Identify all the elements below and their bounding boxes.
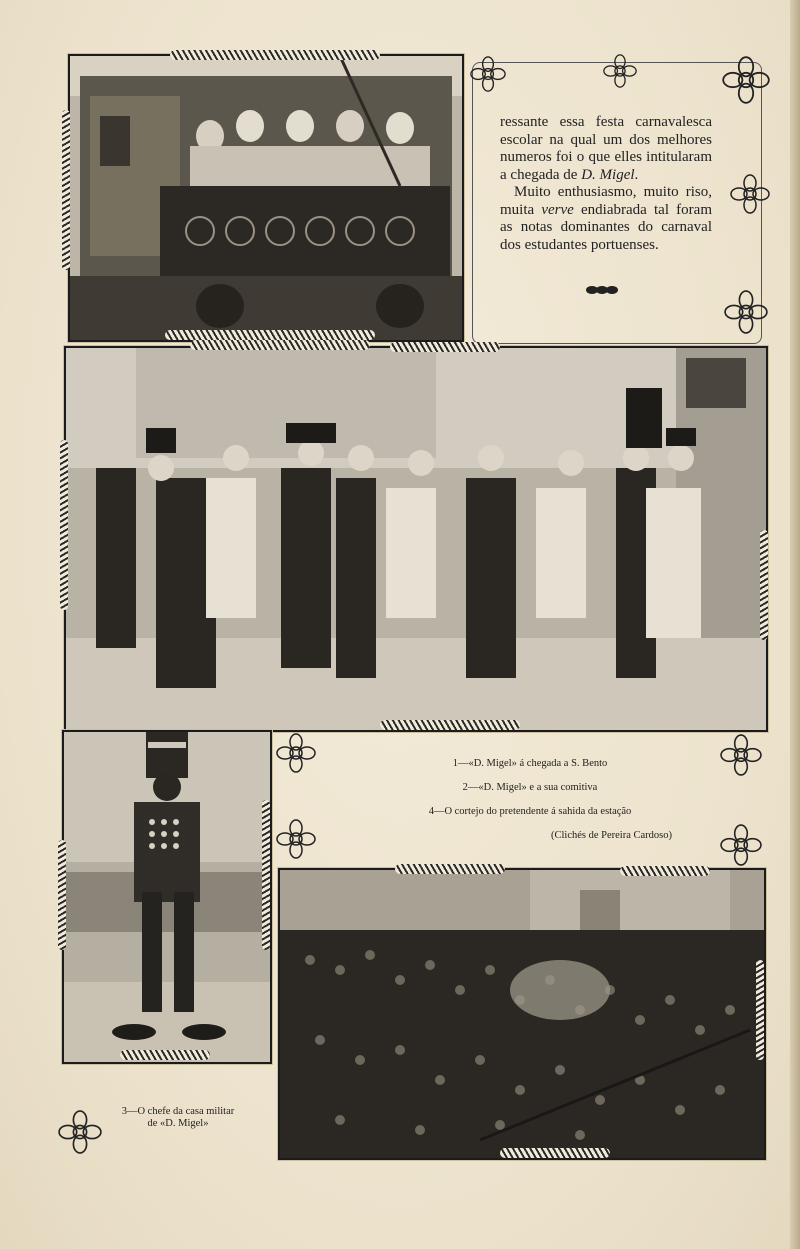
frame-ornament-top-2b: [390, 342, 500, 352]
frame-ornament-top-4b: [620, 866, 710, 876]
photo-captions: [330, 752, 730, 848]
frame-ornament-right-2: [760, 530, 768, 640]
frame-ornament-bottom-4: [500, 1148, 610, 1158]
frame-ornament-top-4: [395, 864, 505, 874]
caption-1: 1—«D. Migel» á chegada a S. Bento: [452, 758, 608, 769]
frame-ornament-top-1: [170, 50, 380, 60]
flower-icon: [724, 288, 768, 336]
frame-ornament-bottom-2: [380, 720, 520, 730]
photo-credit: (Clichés de Pereira Cardoso): [550, 830, 672, 841]
leaf-ornament-icon: [584, 282, 620, 298]
photo-crowd-procession-image: [280, 870, 764, 1158]
caption-3-line-1: 3—O chefe da casa militar: [121, 1106, 235, 1117]
flower-icon: [602, 54, 638, 88]
photo-military-chief: [62, 730, 272, 1064]
flower-icon: [722, 56, 770, 104]
frame-ornament-left-2: [60, 440, 68, 610]
article-paragraph-1: ressante essa festa carnavalesca escolar na qual um dos melhores numeros foi o que elles intitularam a chegada de D. Migel.: [500, 114, 712, 183]
frame-ornament-right-3: [262, 800, 270, 950]
frame-ornament-right-4: [756, 960, 764, 1060]
caption-4: 4—O cortejo do pretendente á sahida da estação: [428, 806, 632, 817]
photo-train-arrival: [68, 54, 464, 342]
photo-crowd-procession: [278, 868, 766, 1160]
article-paragraph-2: Muito enthusiasmo, muito riso, muita verve endiabrada tal foram as notas dominantes do carnaval dos estudantes portuenses.: [500, 184, 712, 253]
photo-train-arrival-image: [70, 56, 462, 340]
flower-icon: [58, 1108, 102, 1156]
caption-3: [98, 1106, 258, 1130]
flower-icon: [730, 170, 770, 218]
frame-ornament-bottom-3: [120, 1050, 210, 1060]
caption-3-line-2: de «D. Migel»: [147, 1118, 209, 1129]
article-text: [500, 114, 712, 254]
frame-ornament-top-2: [190, 340, 370, 350]
frame-ornament-left-3: [58, 840, 66, 950]
photo-group-entourage: [64, 346, 768, 732]
frame-ornament-left-1: [62, 110, 70, 270]
caption-2: 2—«D. Migel» e a sua comitiva: [462, 782, 598, 793]
photo-military-chief-image: [64, 732, 270, 1062]
flower-icon: [276, 730, 316, 776]
flower-icon: [276, 816, 316, 862]
photo-group-entourage-image: [66, 348, 766, 730]
flower-icon: [470, 56, 506, 92]
page-spine: [790, 0, 800, 1249]
frame-ornament-bottom-1: [165, 330, 375, 340]
